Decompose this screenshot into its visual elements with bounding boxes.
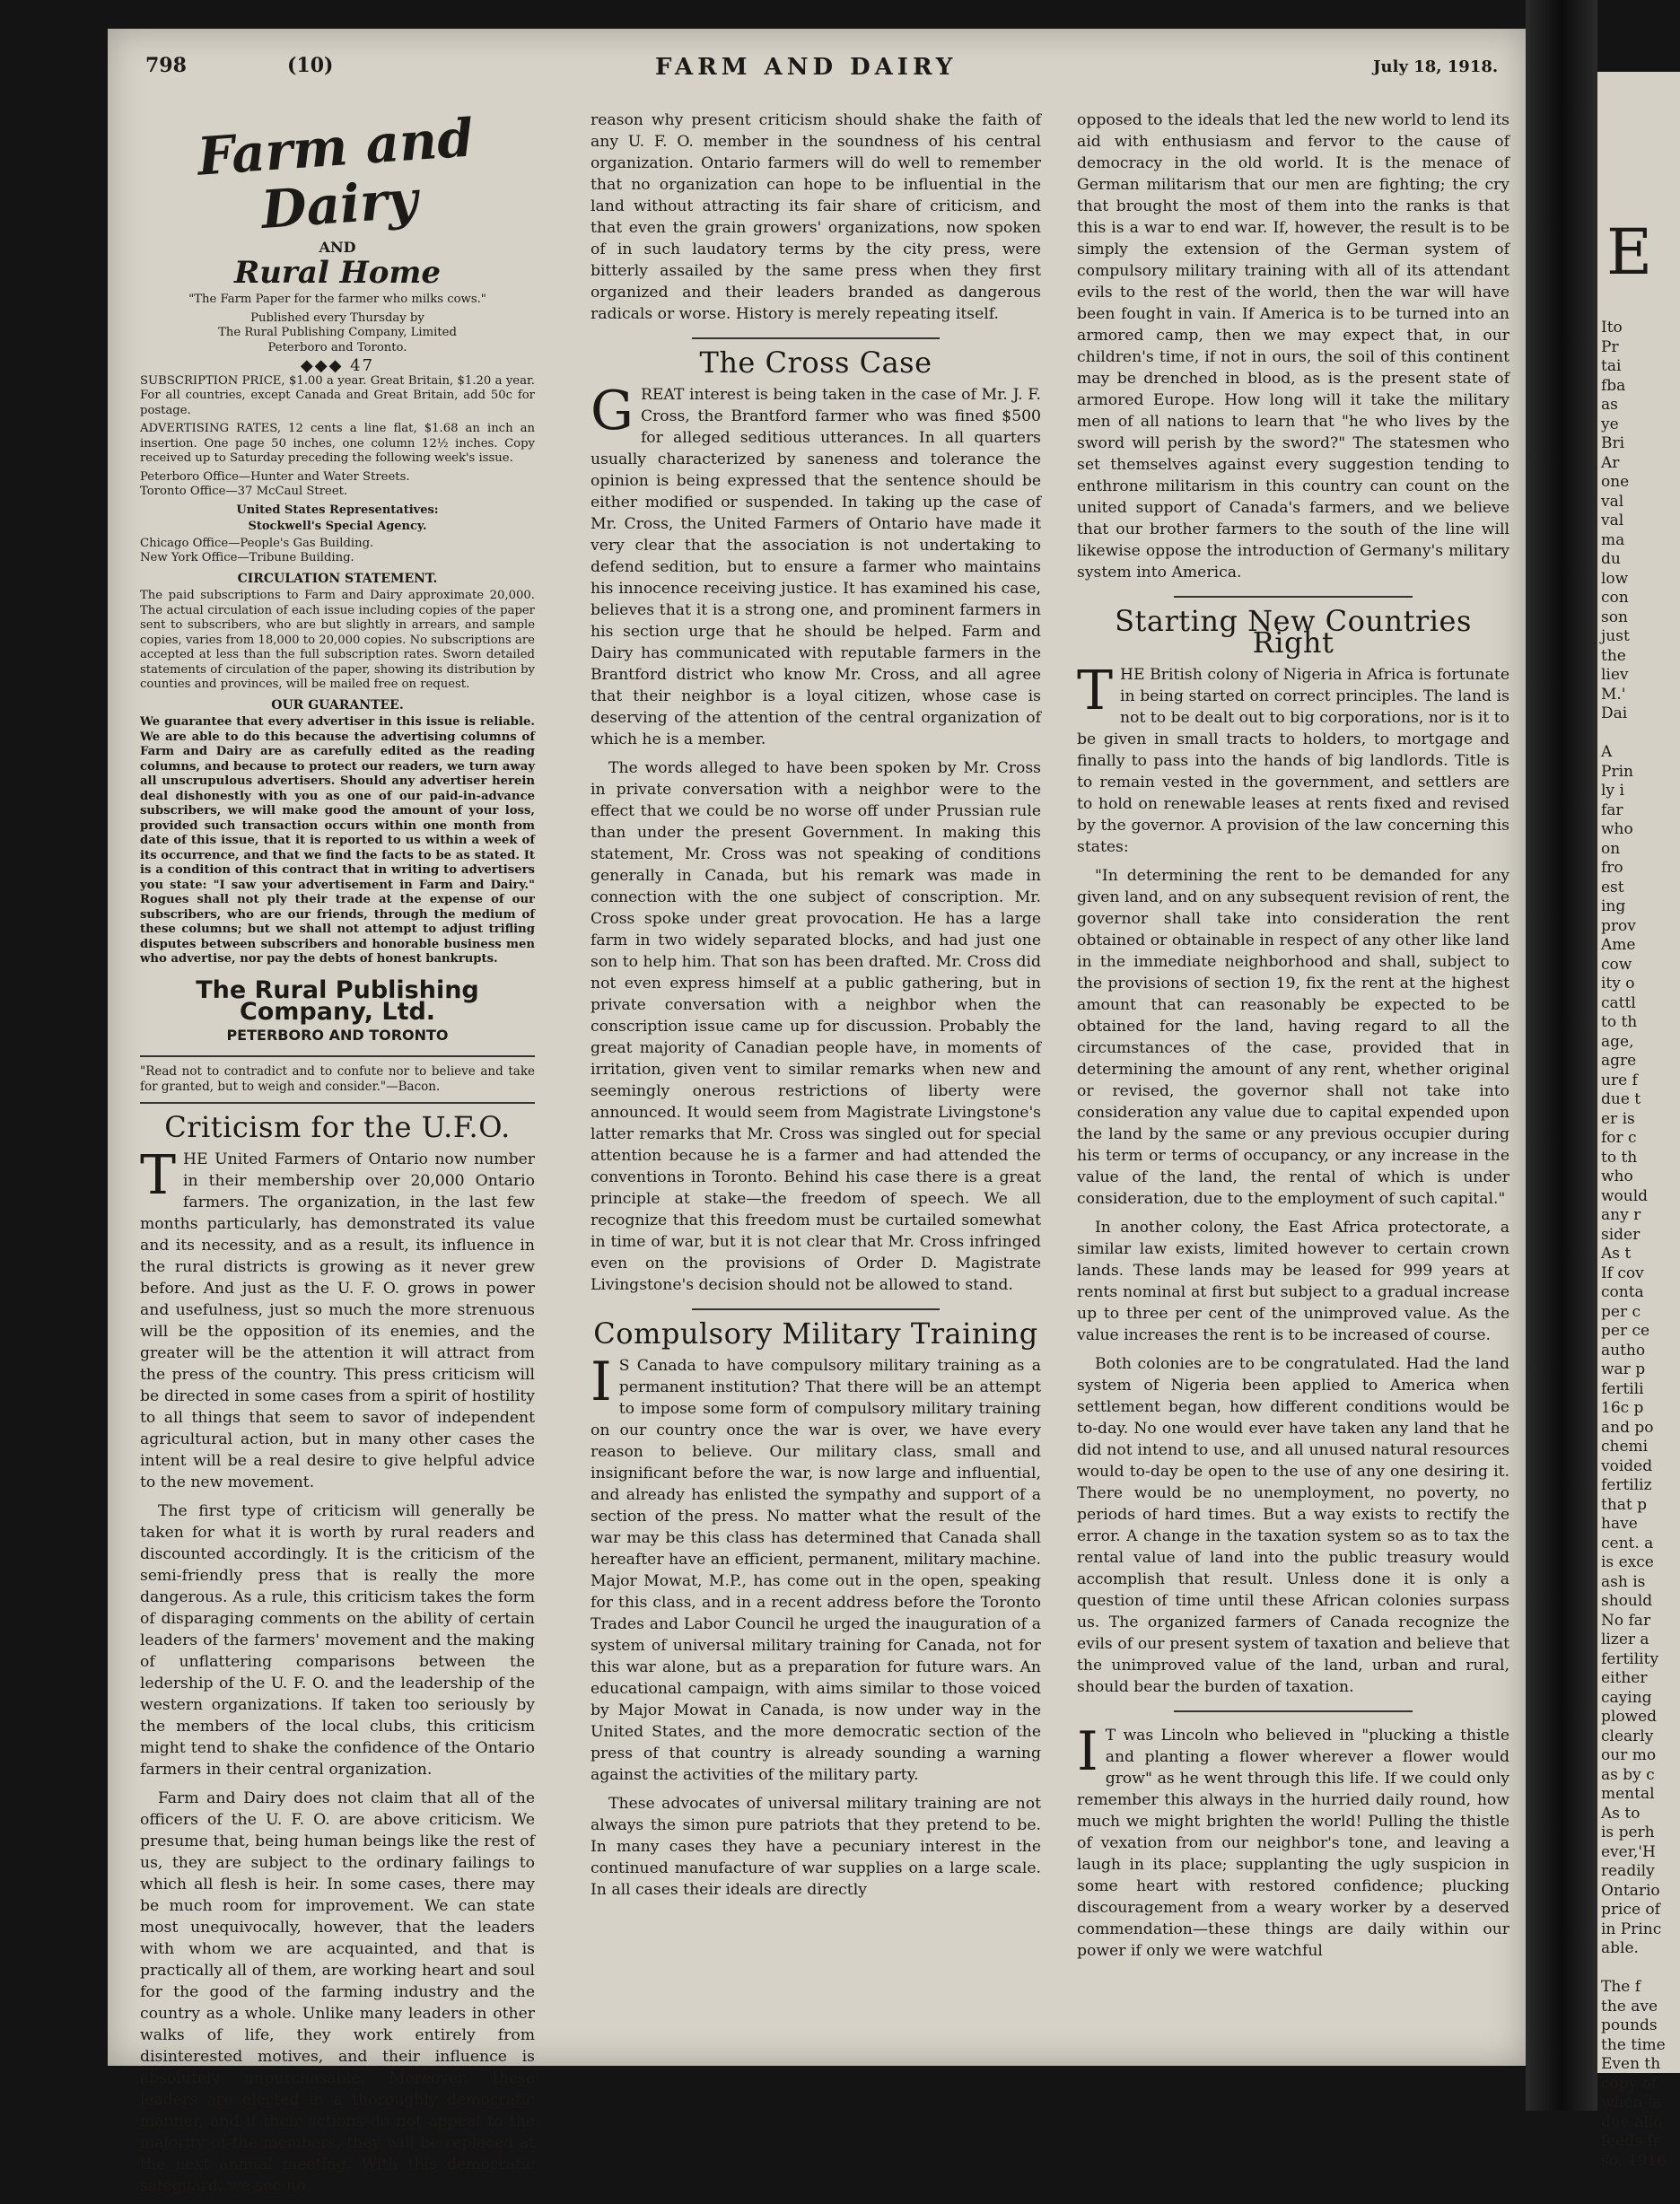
adjacent-page-fragment: Bri: [1601, 434, 1625, 452]
adjacent-page-fragment: on: [1601, 839, 1621, 858]
adjacent-page-fragment: age,: [1601, 1032, 1634, 1051]
masthead-title: Farm and Dairy: [195, 107, 476, 241]
adjacent-page-fragment: voided: [1601, 1456, 1653, 1475]
adjacent-page-fragment: the ave: [1601, 1997, 1658, 2016]
adjacent-page-fragment: ing: [1601, 897, 1626, 915]
adjacent-page-fragment: low: [1601, 569, 1629, 588]
adjacent-page-fragment: far: [1601, 800, 1623, 819]
adjacent-page-fragment: so, 1916: [1601, 2151, 1667, 2170]
adjacent-page-fragment: cow: [1601, 955, 1632, 974]
adjacent-page-fragment: per ce: [1601, 1322, 1650, 1340]
company-cities: PETERBORO AND TORONTO: [226, 1026, 449, 1044]
circulation-statement: The paid subscriptions to Farm and Dairy approximate 20,000. The actual circulation of each issue including copies of the paper sent to subscribers, who are but slightly in arrears, and sample copies, varies from 18,000 to 20,000 copies. No subscriptions are accepted at less than the full subscription rates. Sworn detailed statements of circulation of the paper, showing its distribution by counties and provinces, will be mailed free on request.: [140, 589, 535, 691]
drop-cap: I: [1077, 1720, 1098, 1783]
adjacent-page-fragment: Ame: [1601, 936, 1636, 954]
adjacent-page-fragment: as: [1601, 396, 1618, 414]
adjacent-page-fragment: ma: [1601, 530, 1625, 549]
divider: [1174, 596, 1412, 598]
adjacent-page-fragment: Dai: [1601, 704, 1628, 722]
adjacent-page-fragment: As t: [1601, 1245, 1632, 1263]
cross-paragraph-2: The words alleged to have been spoken by Mr. Cross in private conversation with a neighbor were to the effect that we could be no worse off under Prussian rule than under the present Government. In making this statement, Mr. Cross was not speaking of conditions generally in Canada, but his remark was made in connection with the one subject of conscription. Mr. Cross spoke under great provocation. He has a large farm in two widely separated blocks, and had just one son to help him. That son has been drafted. Mr. Cross did not even express himself at a public gathering, but in private conversation with a neighbor when the conscription issue came up for discussion. Probably the great majority of Canadian people have, in moments of irritation, given vent to similar remarks when new and seemingly onerous restrictions of liberty were announced. It would seem from Magistrate Livingstone's latter remarks that Mr. Cross was singled out for special attention because he is a farmer and had attended the conventions in Toronto. Behind his case there is a great principle at stake—the freedom of speech. We all recognize that this freedom must be curtailed somewhat in time of war, but it is not clear that Mr. Cross infringed even on the provisions of Order D. Magistrate Livingstone's decision should not be allowed to stand.: [591, 759, 1041, 1294]
adjacent-page-fragment: in Princ: [1601, 1920, 1662, 1938]
adjacent-page-fragment: price of: [1601, 1901, 1660, 1919]
adjacent-page-fragment: ly i: [1601, 782, 1624, 800]
bacon-quote: "Read not to contradict and to confute nor to believe and take for granted, but to weigh and consider."—Bacon.: [140, 1055, 535, 1104]
circulation-title: CIRCULATION STATEMENT.: [237, 571, 438, 586]
adjacent-page-fragment: is exce: [1601, 1553, 1654, 1571]
adjacent-page-fragment: ure f: [1601, 1071, 1638, 1089]
adjacent-page-fragment: fro: [1601, 859, 1623, 877]
adjacent-page-fragment: who: [1601, 820, 1633, 838]
adjacent-page-fragment: war p: [1601, 1360, 1646, 1378]
drop-cap: G: [591, 380, 634, 442]
guarantee-text: We guarantee that every advertiser in this issue is reliable. We are able to do this because the advertising columns of Farm and Dairy are as carefully edited as the reading columns, and because to protect our readers, we turn away all unscrupulous advertisers. Should any advertiser herein deal dishonestly with you as one of our paid-in-advance subscribers, we will make good the amount of your loss, provided such transaction occurs within one month from date of this issue, that it is reported to us within a week of its occurrence, and that we find the facts to be as stated. It is a condition of this contract that in writing to advertisers you state: "I saw your advertisement in Farm and Dairy." Rogues shall not ply their trade at the expense of our subscribers, who are our friends, through the medium of these columns; but we shall not attempt to adjust trifling disputes between subscribers and honorable business men who advertise, nor pay the debts of honest bankrupts.: [140, 715, 535, 966]
countries-paragraph-4: Both colonies are to be congratulated. Had the land system of Nigeria been applied to America when settlement began, how different conditions would be to-day. No one would ever have taken any land that he did not intend to use, and all unused natural resources would to-day be open to the use of any one desiring it. There would be no unemployment, no poverty, no periods of hard times. But a way exists to rectify the error. A change in the taxation system so as to tax the rental value of land into the public treasury would accomplish that result. Unless done it is only a question of time until these African colonies surpass us. The organized farmers of Canada recognize the evils of our present system of taxation and believe that the unimproved value of the land, urban and rural, should bear the burden of taxation.: [1077, 1355, 1509, 1696]
adjacent-page-fragment: to th: [1601, 1013, 1638, 1031]
adjacent-page-fragment: As to: [1601, 1804, 1641, 1823]
adjacent-page-fragment: one: [1601, 473, 1630, 491]
adjacent-page-fragment: any r: [1601, 1206, 1641, 1224]
adjacent-page-fragment: Even th: [1601, 2055, 1661, 2073]
lincoln-paragraph-1: T was Lincoln who believed in "plucking a thistle and planting a flower wherever a flower would grow" as he went through this life. If we could only remember this always in the hurried daily round, how much we might brighten the world! Pulling the thistle of vexation from our neighbor's tone, and leaving a laugh in its place; supplanting the ugly suspicion in some heart with restored confidence; plucking discouragement from a weary worker by a deserved commendation—these things are daily within our power if only we were watchful: [1077, 1727, 1509, 1960]
adjacent-page-fragment: liev: [1601, 666, 1629, 684]
masthead-subtitle: Rural Home: [233, 255, 442, 291]
adjacent-page-fragment: autho: [1601, 1341, 1646, 1360]
section-number: (10): [287, 54, 334, 77]
advertising-rates: ADVERTISING RATES, 12 cents a line flat, $1.68 an inch an insertion. One page 50 inches, one column 12½ inches. Copy received up to Saturday preceding the following week's issue.: [140, 422, 535, 465]
adjacent-page-fragment: If cov: [1601, 1264, 1644, 1282]
adjacent-page-fragment: would: [1601, 1186, 1649, 1205]
adjacent-page-fragment: readily: [1601, 1862, 1655, 1880]
adjacent-page-fragment: est: [1601, 878, 1624, 896]
adjacent-page-fragment: have: [1601, 1515, 1638, 1533]
adjacent-page-fragment: should: [1601, 1592, 1653, 1610]
adjacent-page-fragment: agre: [1601, 1052, 1637, 1070]
divider: [692, 1308, 940, 1310]
adjacent-page-fragment: the time: [1601, 2035, 1666, 2054]
adjacent-page-fragment: fba: [1601, 376, 1626, 395]
adjacent-page-fragment: is perh: [1601, 1824, 1655, 1841]
adjacent-page-fragment: chemi: [1601, 1438, 1649, 1456]
adjacent-page-fragment: pounds: [1601, 2016, 1658, 2034]
newyork-office: New York Office—Tribune Building.: [140, 551, 354, 564]
adjacent-page-fragment: for c: [1601, 1129, 1637, 1147]
adjacent-page-fragment: ash is: [1601, 1572, 1646, 1591]
adjacent-page-fragment: tai: [1601, 357, 1622, 375]
drop-cap: T: [1077, 660, 1114, 722]
ufo-paragraph-4: reason why present criticism should shake the faith of any U. F. O. member in the soundness of his central organization. Ontario farmers will do well to remember that no organization can hope to be influential in the land without attracting its fair share of criticism, and that even the grain growers' organizations, now spoken of in such laudatory terms by the city press, were bitterly assailed by the same press when they first organized and their leaders branded as dangerous radicals or worse. History is merely repeating itself.: [591, 111, 1041, 323]
adjacent-page: [1597, 72, 1680, 2170]
adjacent-page-fragment: ity o: [1601, 975, 1635, 993]
adjacent-page-fragment: clearly: [1601, 1727, 1654, 1745]
ornament: [140, 356, 535, 375]
adjacent-page-fragment: able.: [1601, 1939, 1639, 1957]
countries-paragraph-1: HE British colony of Nigeria in Africa is fortunate in being started on correct principles. The land is not to be dealt out to big corporations, nor is it to be given in small tracts to holders, to mortgage and finally to pass into the hands of big landlords. Title is to remain vested in the government, and settlers are to hold on renewable leases at rents fixed and revised by the governor. A provision of the law concerning this states:: [1077, 666, 1509, 856]
adjacent-page-fragment: feeds fr: [1601, 2132, 1660, 2150]
ornament-icon: ◆◆◆: [300, 356, 344, 375]
adjacent-page-fragment: Pr: [1601, 337, 1619, 356]
drop-cap: I: [591, 1351, 612, 1413]
adjacent-page-fragment: cattl: [1601, 993, 1636, 1012]
adjacent-page-fragment: our mo: [1601, 1746, 1657, 1764]
toronto-office: Toronto Office—37 McCaul Street.: [140, 485, 348, 498]
adjacent-page-fragment: to th: [1601, 1148, 1638, 1167]
adjacent-page-fragment: val: [1601, 492, 1624, 511]
published-line: Published every Thursday by: [250, 310, 424, 325]
adjacent-page-fragment: either: [1601, 1669, 1648, 1687]
article-title-military: Compulsory Military Training: [593, 1316, 1038, 1351]
adjacent-page-fragment: Prin: [1601, 762, 1633, 781]
adjacent-page-fragment: and po: [1601, 1418, 1654, 1437]
peterboro-office: Peterboro Office—Hunter and Water Streets.: [140, 469, 410, 484]
column-2: [591, 109, 1041, 1908]
us-reps-title: United States Representatives:: [236, 503, 439, 517]
drop-cap: T: [140, 1143, 177, 1207]
ornament-number: 47: [350, 356, 375, 375]
adjacent-page-fragment: Ar: [1601, 453, 1620, 472]
article-title-cross: The Cross Case: [699, 345, 932, 380]
ufo-paragraph-1: HE United Farmers of Ontario now number in their membership over 20,000 Ontario farmers. The organization, in the last few months particularly, has demonstrated its value and its necessity, and as a result, its influence in the rural districts is growing as it never grew before. And just as the U. F. O. grows in power and usefulness, just so much the more strenuous will be the opposition of its enemies, and the greater will be the attention it will attract from the press of the country. This press criticism will be directed in some cases from a spirit of hostility to all things that seem to savor of independent agricultural action, but in many other cases the intent will be a real desire to give helpful advice to the new movement.: [140, 1150, 535, 1491]
adjacent-page-fragment: the: [1601, 646, 1626, 665]
adjacent-page-fragment: val: [1601, 512, 1624, 529]
adjacent-page-fragment: Ito: [1601, 319, 1623, 337]
adjacent-page-fragment: mental: [1601, 1785, 1655, 1803]
adjacent-page-fragment: due allo: [1601, 2112, 1663, 2131]
issue-date: July 18, 1918.: [1373, 57, 1499, 76]
page-number: 798: [145, 54, 187, 77]
article-title-countries: Starting New Countries Right: [1115, 604, 1472, 660]
adjacent-page-fragment: plowed: [1601, 1708, 1658, 1726]
adjacent-page-fragment: ye: [1601, 415, 1619, 433]
masthead-tagline: "The Farm Paper for the farmer who milks cows.": [188, 293, 486, 306]
adjacent-page-fragment: No far: [1601, 1611, 1651, 1630]
adjacent-page-fragment: fertility: [1601, 1649, 1659, 1668]
adjacent-page-fragment: ever,'H: [1601, 1842, 1656, 1861]
adjacent-page-big-letter: E: [1606, 215, 1653, 289]
adjacent-page-fragment: er is: [1601, 1109, 1635, 1128]
column-1: [140, 109, 535, 2204]
company-name: The Rural Publishing Company, Ltd.: [196, 975, 479, 1026]
divider: [692, 337, 940, 339]
publisher-line: The Rural Publishing Company, Limited: [218, 326, 457, 339]
adjacent-page-fragment: just: [1601, 627, 1630, 645]
us-reps: Stockwell's Special Agency.: [248, 520, 427, 533]
adjacent-page-fragment: copy of: [1601, 2074, 1658, 2093]
newspaper-page: [108, 29, 1526, 2195]
adjacent-page-fragment: con: [1601, 589, 1629, 607]
adjacent-page-fragment: A: [1601, 743, 1613, 761]
adjacent-page-fragment: prov: [1601, 916, 1636, 935]
adjacent-page-fragment: when la: [1601, 2094, 1662, 2112]
adjacent-page-fragment: M.': [1601, 685, 1626, 704]
adjacent-page-fragment: as by c: [1601, 1765, 1655, 1784]
adjacent-page-fragment: 16c p: [1601, 1399, 1644, 1417]
adjacent-page-fragment: fertili: [1601, 1379, 1644, 1398]
military-paragraph-1: S Canada to have compulsory military training as a permanent institution? That there will be an attempt to impose some form of compulsory military training on our country once the war is over, we have every reason to believe. Our military class, small and insignificant before the war, is now large and influential, and already has enlisted the sympathy and support of a section of the press. No matter what the result of the war may be this class has determined that Canada shall hereafter have an efficient, permanent, military machine. Major Mowat, M.P., has come out in the open, speaking for this class, and in a recent address before the Toronto Trades and Labor Council he urged the inauguration of a system of universal military training for Canada, not for this war alone, but as a preparation for future wars. An educational campaign, with aims similar to those voiced by Major Mowat in Canada, is now under way in the United States, and the more democratic section of the press of that country is already sounding a warning against the activities of the military party.: [591, 1357, 1041, 1784]
military-paragraph-3: opposed to the ideals that led the new world to lend its aid with enthusiasm and fervor to the cause of democracy in the old world. It is the menace of German militarism that our men are fighting; the cry that brought the most of them into the ranks is that this is a war to end war. If, however, the result is to be simply the extension of the German system of compulsory military training with all of its attendant evils to the rest of the world, then the war will have been fought in vain. If America is to be turned into an armored camp, then we may expect that, in our children's time, if not in ours, the soil of this continent may be drenched in blood, as is the present state of armored Europe. How long will it take the military men of all nations to learn that "he who lives by the sword will perish by the sword?" The statesmen who set themselves against every suggestion tending to enthrone militarism in this country can count on the united support of Canada's farmers, and we believe that our brother farmers to the south of the line will likewise oppose the introduction of Germany's military system into America.: [1077, 111, 1509, 582]
countries-paragraph-3: In another colony, the East Africa protectorate, a similar law exists, limited however to certain crown lands. These lands may be leased for 999 years at rents nominal at first but subject to a gradual increase up to three per cent of the unimproved value. As the value increases the rent is to be increased of course.: [1077, 1219, 1509, 1344]
ufo-paragraph-2: The first type of criticism will generally be taken for what it is worth by rural readers and discounted accordingly. It is the criticism of the semi-friendly press that is really the more dangerous. As a rule, this criticism takes the form of disparaging comments on the ability of certain leaders of the farmers' movement and the making of unflattering comparisons between the ledership of the U. F. O. and the leadership of the western organizations. If taken too seriously by the members of the local clubs, this criticism might tend to shake the confidence of the Ontario farmers in their central organization.: [140, 1501, 535, 1779]
chicago-office: Chicago Office—People's Gas Building.: [140, 536, 374, 550]
adjacent-page-fragment: fertiliz: [1601, 1476, 1652, 1494]
adjacent-page-fragment: The f: [1601, 1978, 1641, 1996]
adjacent-page-fragment: sider: [1601, 1225, 1641, 1244]
countries-paragraph-2: "In determining the rent to be demanded for any given land, and on any subsequent revision of rent, the governor shall take into consideration the rent obtained or obtainable in respect of any other like land in the immediate neighborhood and shall, subject to the provisions of section 19, fix the rent at the highest amount that can reasonably be expected to be obtained for the land, having regard to all the circumstances of the case, provided that in determining the amount of any rent, whether original or revised, the governor shall not take into consideration any value due to capital expended upon the land by the same or any previous occupier during his term or terms of occupancy, or any increase in the value of the land, the rental of which is under consideration, due to the employment of such capital.": [1077, 867, 1509, 1208]
adjacent-page-fragment: conta: [1601, 1283, 1644, 1301]
masthead-and: AND: [319, 239, 356, 256]
adjacent-page-fragment: cent. a: [1601, 1534, 1654, 1552]
column-3: [1077, 109, 1509, 1969]
publisher-cities: Peterboro and Toronto.: [267, 340, 407, 354]
page-title: FARM AND DAIRY: [655, 54, 958, 81]
page-gutter: [1526, 0, 1597, 2111]
adjacent-page-fragment: lizer a: [1601, 1631, 1649, 1649]
adjacent-page-fragment: son: [1601, 608, 1628, 626]
guarantee-title: OUR GUARANTEE.: [271, 697, 404, 713]
article-title-ufo: Criticism for the U.F.O.: [164, 1109, 511, 1144]
adjacent-page-fragment: du: [1601, 550, 1621, 568]
adjacent-page-fragment: per c: [1601, 1302, 1641, 1321]
adjacent-page-fragment: Ontario: [1601, 1881, 1660, 1900]
ufo-paragraph-3: Farm and Dairy does not claim that all of the officers of the U. F. O. are above criticism. We presume that, being human beings like the rest of us, they are subject to the ordinary failings to which all flesh is heir. In some cases, there may be much room for improvement. We can state most unequivocally, however, that the leaders with whom we are acquainted, and that is practically all of them, are working heart and soul for the good of the farming industry and the country as a whole. Unlike many leaders in other walks of life, they work entirely from disinterested motives, and their influence is absolutely unpurchasable. Moreover, these leaders are elected in a thoroughly democratic manner, and if their actions do not appeal to the majority of the members, they will be replaced at the next annual meeting. With this democratic safeguard, we see no: [140, 1789, 535, 2195]
military-paragraph-2: These advocates of universal military training are not always the simon pure patriots that they pretend to be. In many cases they have a pecuniary interest in the continued manufacture of war supplies on a large scale. In all cases their ideals are directly: [591, 1795, 1041, 1899]
adjacent-page-fragment: that p: [1601, 1495, 1648, 1514]
cross-paragraph-1: REAT interest is being taken in the case of Mr. J. F. Cross, the Brantford farmer who was fined $500 for alleged seditious utterances. In all quarters usually characterized by saneness and tolerance the opinion is being expressed that the sentence should be either modified or suspended. In taking up the case of Mr. Cross, the United Farmers of Ontario have made it very clear that the association is not undertaking to defend sedition, but to ensure a farmer who maintains his innocence receiving justice. It has examined his case, believes that it is a strong one, and prominent farmers in his section urge that he should be helped. Farm and Dairy has communicated with reputable farmers in the Brantford district who know Mr. Cross, and all agree that their neighbor is a loyal citizen, whose case is deserving of the attention of the central organization of which he is a member.: [591, 386, 1041, 748]
adjacent-page-fragment: who: [1601, 1168, 1633, 1185]
subscription-price: SUBSCRIPTION PRICE, $1.00 a year. Great Britain, $1.20 a year. For all countries, except Canada and Great Britain, add 50c for postage.: [140, 373, 535, 417]
divider: [1174, 1710, 1412, 1712]
adjacent-page-fragment: due t: [1601, 1090, 1641, 1108]
adjacent-page-fragment: caying: [1601, 1688, 1652, 1707]
